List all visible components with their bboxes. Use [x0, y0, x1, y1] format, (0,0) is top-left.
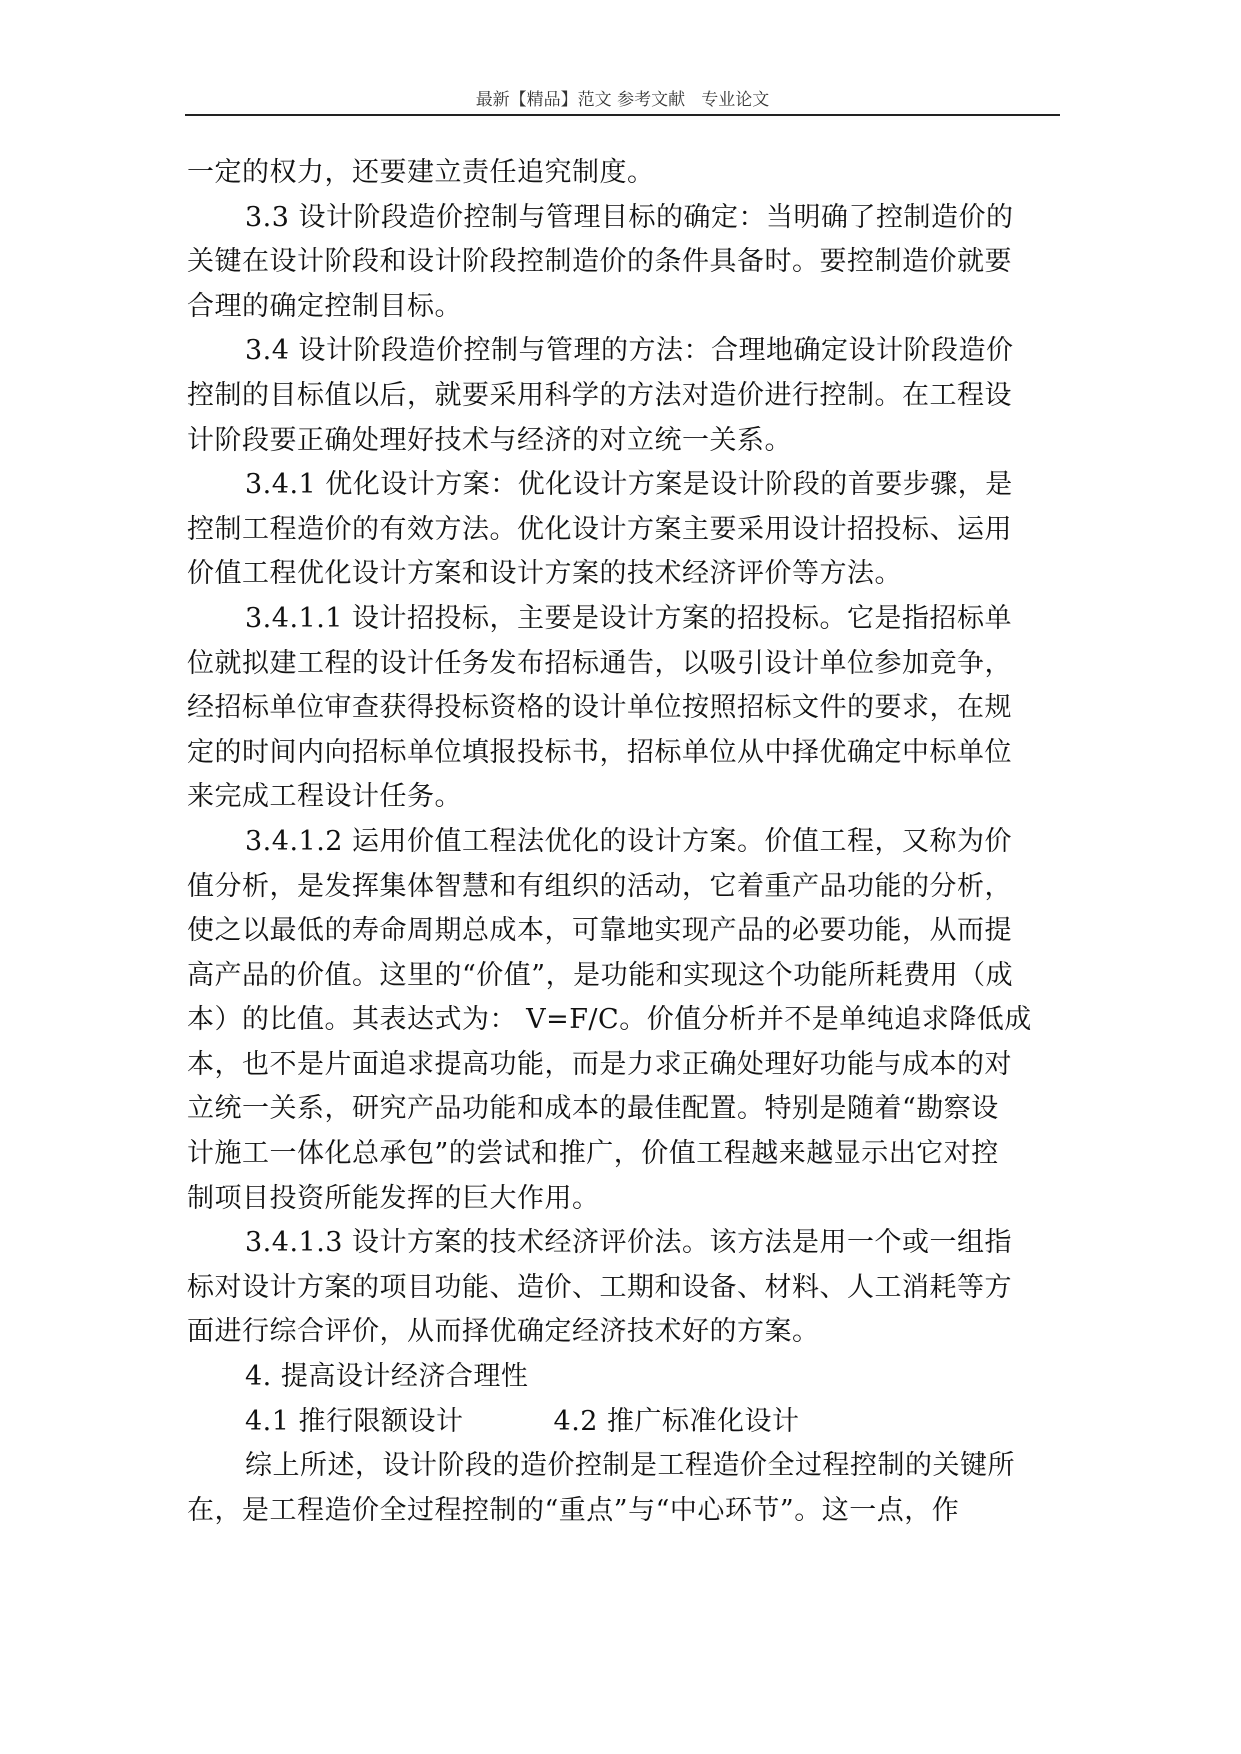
text-line: 一定的权力，还要建立责任追究制度。	[187, 157, 655, 188]
text-line: 使之以最低的寿命周期总成本，可靠地实现产品的必要功能，从而提	[187, 915, 1012, 947]
subsection-heading: 4.2 推广标准化设计	[553, 1405, 800, 1437]
text-line: 3.4.1.2 运用价值工程法优化的设计方案。价值工程，又称为价	[245, 825, 1013, 857]
text-line: 3.3 设计阶段造价控制与管理目标的确定：当明确了控制造价的	[245, 201, 1014, 233]
text-line: 控制工程造价的有效方法。优化设计方案主要采用设计招投标、运用	[187, 513, 1012, 545]
text-line: 本，也不是片面追求提高功能，而是力求正确处理好功能与成本的对	[187, 1048, 1012, 1080]
text-line: 合理的确定控制目标。	[187, 290, 462, 322]
text-line: 位就拟建工程的设计任务发布招标通告，以吸引设计单位参加竞争，	[187, 647, 1012, 679]
text-line: 综上所述，设计阶段的造价控制是工程造价全过程控制的关键所	[245, 1450, 1015, 1482]
text-line: 3.4 设计阶段造价控制与管理的方法：合理地确定设计阶段造价	[245, 335, 1014, 367]
header-divider	[185, 114, 1060, 116]
text-line: 3.4.1 优化设计方案：优化设计方案是设计阶段的首要步骤，是	[245, 469, 1013, 501]
section-heading: 4. 提高设计经济合理性	[245, 1361, 529, 1393]
text-line: 控制的目标值以后，就要采用科学的方法对造价进行控制。在工程设	[187, 379, 1012, 411]
text-line: 定的时间内向招标单位填报投标书，招标单位从中择优确定中标单位	[187, 736, 1012, 768]
text-line: 标对设计方案的项目功能、造价、工期和设备、材料、人工消耗等方	[187, 1271, 1012, 1303]
text-line: 高产品的价值。这里的“价值”，是功能和实现这个功能所耗费用（成	[187, 959, 1014, 991]
text-line: 立统一关系，研究产品功能和成本的最佳配置。特别是随着“勘察设	[187, 1093, 999, 1125]
text-line: 本）的比值。其表达式为： V=F/C。价值分析并不是单纯追求降低成	[187, 1004, 1032, 1036]
text-line: 值分析，是发挥集体智慧和有组织的活动，它着重产品功能的分析，	[187, 870, 1012, 902]
text-line: 计施工一体化总承包”的尝试和推广，价值工程越来越显示出它对控	[187, 1138, 999, 1170]
subsection-line	[187, 1400, 1057, 1445]
text-line: 在，是工程造价全过程控制的“重点”与“中心环节”。这一点，作	[187, 1494, 960, 1526]
text-line: 制项目投资所能发挥的巨大作用。	[187, 1182, 600, 1214]
text-line: 3.4.1.1 设计招投标，主要是设计方案的招投标。它是指招标单	[245, 602, 1013, 634]
subsection-heading: 4.1 推行限额设计	[245, 1405, 464, 1437]
text-line: 3.4.1.3 设计方案的技术经济评价法。该方法是用一个或一组指	[245, 1227, 1013, 1259]
text-line: 来完成工程设计任务。	[187, 781, 462, 813]
text-line: 关键在设计阶段和设计阶段控制造价的条件具备时。要控制造价就要	[187, 246, 1012, 278]
text-line: 计阶段要正确处理好技术与经济的对立统一关系。	[187, 424, 792, 456]
text-line: 经招标单位审查获得投标资格的设计单位按照招标文件的要求，在规	[187, 692, 1012, 724]
page-header: 最新【精品】范文 参考文献 专业论文	[475, 90, 770, 110]
text-line: 面进行综合评价，从而择优确定经济技术好的方案。	[187, 1316, 820, 1348]
document-body	[187, 151, 1057, 1533]
text-line: 价值工程优化设计方案和设计方案的技术经济评价等方法。	[187, 558, 902, 590]
